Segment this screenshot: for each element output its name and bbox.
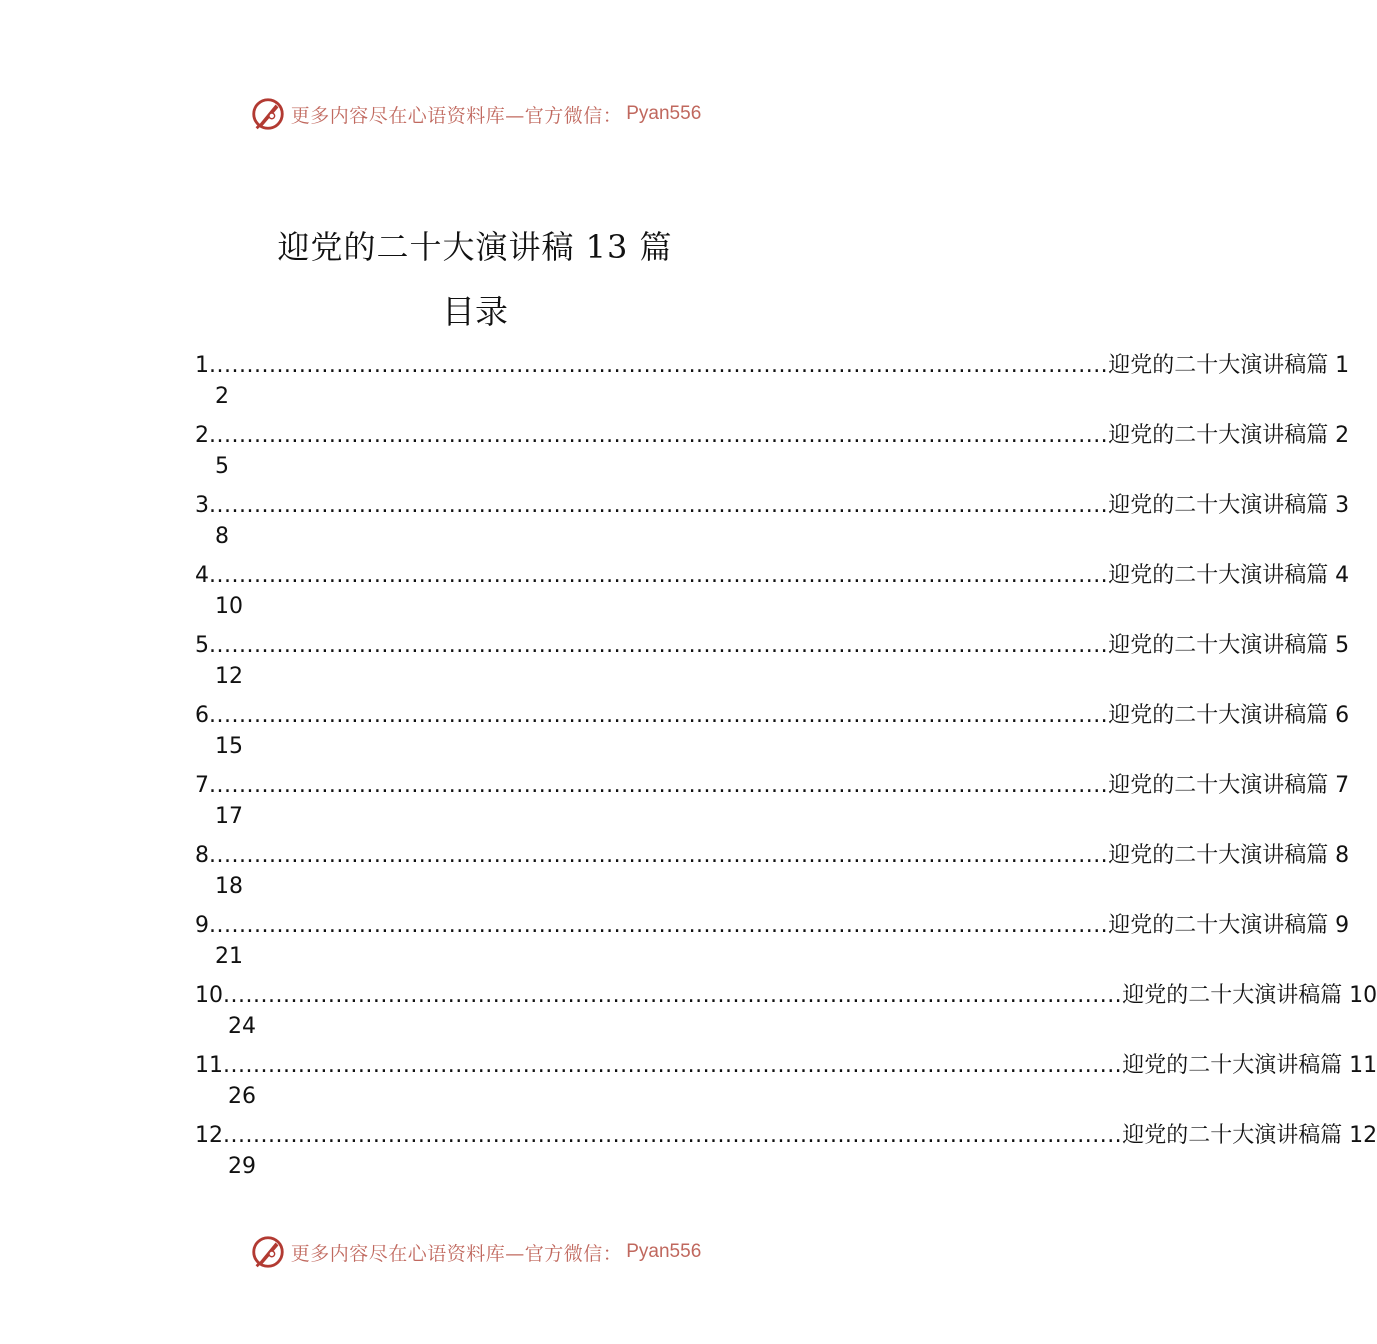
toc-entry-label: 迎党的二十大演讲稿篇 4 (1108, 563, 1350, 588)
toc-entry-number: 4 (195, 563, 209, 588)
header-banner (0, 94, 950, 134)
toc-entry-line (195, 1118, 1377, 1152)
footer-banner (0, 1232, 950, 1272)
pen-circle-logo-icon (249, 1233, 287, 1271)
toc-leader-dots: ........................................................................................................................ (209, 633, 1109, 658)
toc-entry-page-number: 10 (215, 594, 243, 619)
banner-wechat-id: Pyan556 (626, 1241, 702, 1262)
toc-entry-number: 1 (195, 353, 209, 378)
toc-entry[interactable] (195, 838, 1350, 908)
toc-leader-dots: ........................................................................................................................ (209, 353, 1109, 378)
toc-leader-dots: ........................................................................................................................ (223, 983, 1123, 1008)
toc-entry-label: 迎党的二十大演讲稿篇 7 (1108, 773, 1350, 798)
toc-entry[interactable] (195, 628, 1350, 698)
toc-entry-label: 迎党的二十大演讲稿篇 12 (1122, 1123, 1377, 1148)
table-of-contents (195, 348, 1377, 1188)
toc-leader-dots: ........................................................................................................................ (209, 913, 1109, 938)
toc-entry-number: 2 (195, 423, 209, 448)
toc-leader-dots: ........................................................................................................................ (209, 773, 1109, 798)
toc-entry[interactable] (195, 418, 1350, 488)
toc-entry-page-number: 12 (215, 664, 243, 689)
toc-entry-page-number: 2 (215, 384, 229, 409)
toc-entry-line (195, 418, 1350, 452)
toc-entry-line (195, 838, 1350, 872)
banner-text: 更多内容尽在心语资料库—官方微信： (290, 104, 623, 127)
pen-circle-logo-icon (249, 95, 287, 133)
toc-entry-label: 迎党的二十大演讲稿篇 10 (1122, 983, 1377, 1008)
toc-entry-page-number: 21 (215, 944, 243, 969)
toc-entry-number: 7 (195, 773, 209, 798)
toc-entry-label: 迎党的二十大演讲稿篇 8 (1108, 843, 1350, 868)
toc-entry-number: 11 (195, 1053, 223, 1078)
document-title: 迎党的二十大演讲稿 13 篇 (277, 228, 673, 266)
toc-entry-page-number: 18 (215, 874, 243, 899)
toc-entry-line (195, 628, 1350, 662)
toc-entry-label: 迎党的二十大演讲稿篇 2 (1108, 423, 1350, 448)
toc-entry-line (195, 698, 1350, 732)
toc-entry[interactable] (195, 488, 1350, 558)
toc-leader-dots: ........................................................................................................................ (209, 423, 1109, 448)
toc-entry[interactable] (195, 978, 1377, 1048)
toc-entry-number: 8 (195, 843, 209, 868)
toc-leader-dots: ........................................................................................................................ (209, 563, 1109, 588)
toc-heading: 目录 (442, 292, 508, 331)
toc-entry-page-number: 15 (215, 734, 243, 759)
toc-leader-dots: ........................................................................................................................ (209, 843, 1109, 868)
toc-entry[interactable] (195, 768, 1350, 838)
toc-leader-dots: ........................................................................................................................ (209, 703, 1109, 728)
toc-entry[interactable] (195, 348, 1350, 418)
banner-text: 更多内容尽在心语资料库—官方微信： (290, 1242, 623, 1265)
toc-entry-label: 迎党的二十大演讲稿篇 1 (1108, 353, 1350, 378)
toc-entry[interactable] (195, 908, 1350, 978)
toc-entry-number: 12 (195, 1123, 223, 1148)
toc-entry[interactable] (195, 1048, 1377, 1118)
toc-entry[interactable] (195, 1118, 1377, 1188)
toc-entry[interactable] (195, 698, 1350, 768)
toc-entry-page-number: 5 (215, 454, 229, 479)
toc-entry-line (195, 348, 1350, 382)
banner-wechat-id: Pyan556 (626, 103, 702, 124)
toc-entry-label: 迎党的二十大演讲稿篇 9 (1108, 913, 1350, 938)
toc-entry-label: 迎党的二十大演讲稿篇 3 (1108, 493, 1350, 518)
toc-entry-line (195, 908, 1350, 942)
toc-entry-number: 9 (195, 913, 209, 938)
toc-leader-dots: ........................................................................................................................ (223, 1053, 1123, 1078)
toc-entry-label: 迎党的二十大演讲稿篇 11 (1122, 1053, 1377, 1078)
toc-entry-line (195, 1048, 1377, 1082)
toc-entry-line (195, 558, 1350, 592)
toc-leader-dots: ........................................................................................................................ (209, 493, 1109, 518)
toc-entry-line (195, 978, 1377, 1012)
toc-entry-line (195, 768, 1350, 802)
toc-entry-number: 10 (195, 983, 223, 1008)
toc-entry-label: 迎党的二十大演讲稿篇 5 (1108, 633, 1350, 658)
toc-entry-page-number: 26 (228, 1084, 256, 1109)
toc-entry-number: 3 (195, 493, 209, 518)
toc-entry-number: 5 (195, 633, 209, 658)
toc-entry-page-number: 29 (228, 1154, 256, 1179)
toc-entry-page-number: 8 (215, 524, 229, 549)
toc-entry-page-number: 24 (228, 1014, 256, 1039)
toc-entry[interactable] (195, 558, 1350, 628)
toc-leader-dots: ........................................................................................................................ (223, 1123, 1123, 1148)
toc-entry-page-number: 17 (215, 804, 243, 829)
toc-entry-number: 6 (195, 703, 209, 728)
toc-entry-line (195, 488, 1350, 522)
toc-entry-label: 迎党的二十大演讲稿篇 6 (1108, 703, 1350, 728)
